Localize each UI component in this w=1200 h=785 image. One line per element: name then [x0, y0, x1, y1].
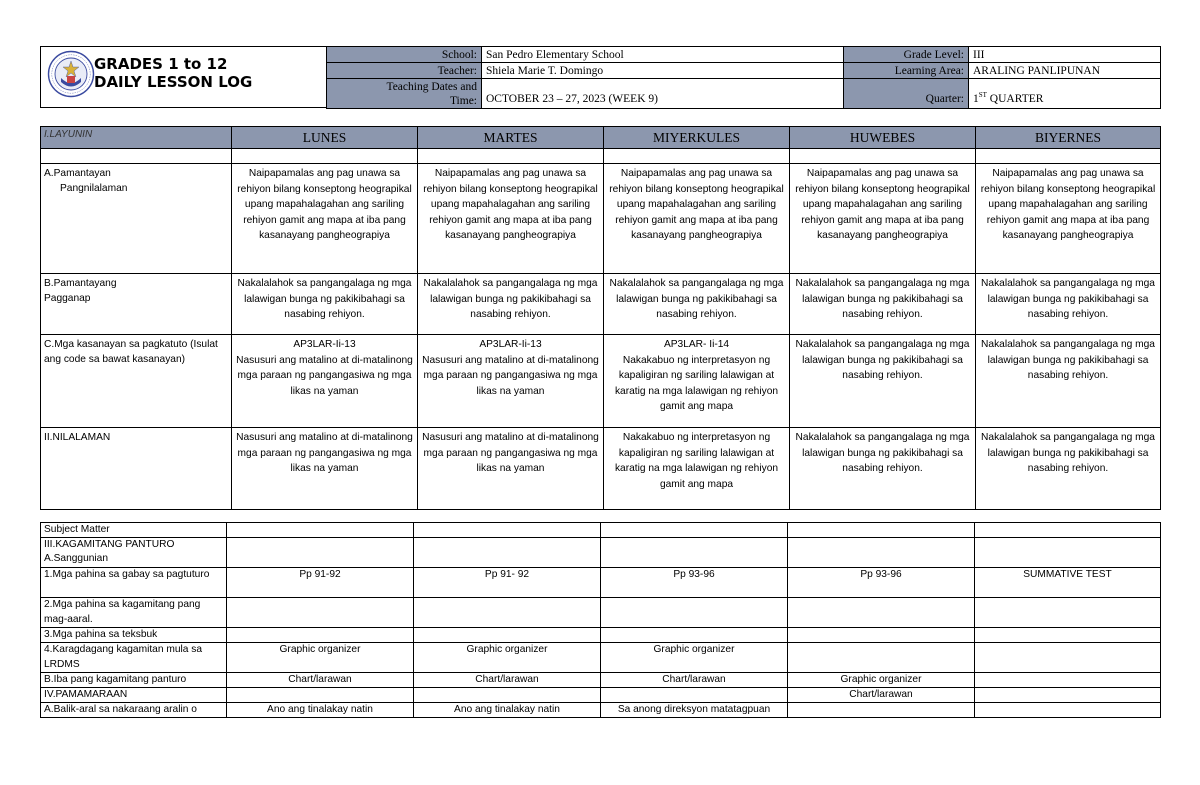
header-info-table — [326, 46, 1161, 109]
table-cell: Naipapamalas ang pag unawa sa rehiyon bilang konseptong heograpikal upang mapahalagahan ang sariling rehiyon gamit ang mapa at iba pang kasanayang pangheograpiya — [232, 164, 418, 274]
day-header-huwebes: HUWEBES — [790, 127, 976, 149]
table-cell: Chart/larawan — [601, 673, 788, 688]
table-cell — [232, 335, 418, 428]
table-cell — [790, 335, 976, 428]
row-label-line2: Pangnilalaman — [60, 183, 128, 194]
table-cell — [227, 688, 414, 703]
row-label-nilalaman: II.NILALAMAN — [41, 428, 232, 510]
row-label-pamantayang-pangnilalaman — [41, 164, 232, 274]
table-cell — [414, 523, 601, 538]
row-label-iba-pang-kagamitan: B.Iba pang kagamitang panturo — [41, 673, 227, 688]
blank-cell — [604, 149, 790, 164]
table-cell: Nakalalahok sa pangangalaga ng mga lalawigan bunga ng pakikibahagi sa nasabing rehiyon. — [232, 274, 418, 335]
row-label-gabay-sa-pagtuturo: 1.Mga pahina sa gabay sa pagtuturo — [41, 568, 227, 598]
competency-text: Nakakabuo ng interpretasyon ng kapaligiran ng sariling lalawigan at karatig na mga lalawigan ng rehiyon gamit ang mapa — [614, 354, 779, 412]
table-cell — [975, 523, 1161, 538]
quarter-label: Quarter: — [844, 79, 969, 109]
table-cell: Graphic organizer — [601, 643, 788, 673]
objectives-header: I.LAYUNIN — [41, 127, 232, 149]
table-cell — [975, 703, 1161, 718]
table-cell — [601, 523, 788, 538]
teaching-dates-value: OCTOBER 23 – 27, 2023 (WEEK 9) — [482, 79, 844, 109]
competency-text: Nasusuri ang matalino at di-matalinong mga paraan ng pangangasiwa ng mga likas na yaman — [422, 354, 599, 397]
row-label-subject-matter: Subject Matter — [41, 523, 227, 538]
table-cell — [975, 538, 1161, 568]
table-cell — [414, 598, 601, 628]
table-cell: Graphic organizer — [227, 643, 414, 673]
table-cell — [975, 628, 1161, 643]
table-cell — [601, 598, 788, 628]
blank-cell — [418, 149, 604, 164]
table-cell — [976, 335, 1161, 428]
row-label-line2: Pagganap — [44, 293, 91, 304]
teacher-value: Shiela Marie T. Domingo — [482, 63, 844, 79]
table-cell: Nakalalahok sa pangangalaga ng mga lalawigan bunga ng pakikibahagi sa nasabing rehiyon. — [790, 428, 976, 510]
table-cell: Nakalalahok sa pangangalaga ng mga lalawigan bunga ng pakikibahagi sa nasabing rehiyon. — [976, 274, 1161, 335]
row-label-line2: A.Sanggunian — [44, 553, 109, 564]
row-label-kagamitang-panturo — [41, 538, 227, 568]
school-value: San Pedro Elementary School — [482, 47, 844, 63]
grade-level-value: III — [969, 47, 1161, 63]
table-cell — [788, 598, 975, 628]
table-cell — [601, 538, 788, 568]
table-cell: Pp 91-92 — [227, 568, 414, 598]
table-cell: Naipapamalas ang pag unawa sa rehiyon bilang konseptong heograpikal upang mapahalagahan ang sariling rehiyon gamit ang mapa at iba pang kasanayang pangheograpiya — [604, 164, 790, 274]
competency-code: AP3LAR- Ii-14 — [663, 339, 730, 350]
table-cell: Pp 93-96 — [601, 568, 788, 598]
table-cell — [601, 688, 788, 703]
quarter-suffix: ST — [978, 91, 987, 100]
table-cell — [975, 673, 1161, 688]
table-cell — [227, 523, 414, 538]
row-label-line1: B.Pamantayang — [44, 278, 117, 289]
table-cell — [788, 703, 975, 718]
competency-code: AP3LAR-Ii-13 — [293, 339, 356, 350]
day-header-miyerkules: MIYERKULES — [604, 127, 790, 149]
deped-seal-logo — [47, 50, 95, 98]
grade-level-label: Grade Level: — [844, 47, 969, 63]
table-cell — [975, 643, 1161, 673]
day-header-biyernes: BIYERNES — [976, 127, 1161, 149]
school-label: School: — [327, 47, 482, 63]
table-cell: Naipapamalas ang pag unawa sa rehiyon bilang konseptong heograpikal upang mapahalagahan ang sariling rehiyon gamit ang mapa at iba pang kasanayang pangheograpiya — [790, 164, 976, 274]
blank-cell — [790, 149, 976, 164]
objectives-table — [40, 126, 1161, 510]
table-cell — [788, 538, 975, 568]
table-cell: Ano ang tinalakay natin — [414, 703, 601, 718]
teacher-label: Teacher: — [327, 63, 482, 79]
table-cell: Sa anong direksyon matatagpuan — [601, 703, 788, 718]
competency-text: Nakalalahok sa pangangalaga ng mga lalawigan bunga ng pakikibahagi sa nasabing rehiyon. — [795, 339, 970, 381]
row-label-mga-kasanayan: C.Mga kasanayan sa pagkatuto (Isulat ang code sa bawat kasanayan) — [41, 335, 232, 428]
table-cell: Nakakabuo ng interpretasyon ng kapaligiran ng sariling lalawigan at karatig na mga lalawigan ng rehiyon gamit ang mapa — [604, 428, 790, 510]
blank-cell — [41, 149, 232, 164]
table-cell — [414, 688, 601, 703]
table-cell: Ano ang tinalakay natin — [227, 703, 414, 718]
quarter-value — [969, 79, 1161, 109]
row-label-kagamitang-pang-mag-aaral: 2.Mga pahina sa kagamitang pang mag-aaral. — [41, 598, 227, 628]
day-header-martes: MARTES — [418, 127, 604, 149]
table-cell: Pp 91- 92 — [414, 568, 601, 598]
table-cell: Chart/larawan — [414, 673, 601, 688]
row-label-balik-aral: A.Balik-aral sa nakaraang aralin o — [41, 703, 227, 718]
table-cell: Nakalalahok sa pangangalaga ng mga lalawigan bunga ng pakikibahagi sa nasabing rehiyon. — [976, 428, 1161, 510]
resources-table — [40, 522, 1161, 718]
day-header-lunes: LUNES — [232, 127, 418, 149]
table-cell — [788, 643, 975, 673]
table-cell — [788, 628, 975, 643]
table-cell — [975, 598, 1161, 628]
quarter-word: QUARTER — [989, 93, 1044, 105]
table-cell — [227, 538, 414, 568]
table-cell: Nakalalahok sa pangangalaga ng mga lalawigan bunga ng pakikibahagi sa nasabing rehiyon. — [418, 274, 604, 335]
blank-cell — [232, 149, 418, 164]
table-cell — [227, 628, 414, 643]
table-cell — [414, 628, 601, 643]
competency-code: AP3LAR-Ii-13 — [479, 339, 542, 350]
table-cell — [601, 628, 788, 643]
quarter-number: 1 — [973, 93, 979, 105]
document-title-line2: DAILY LESSON LOG — [94, 73, 253, 91]
table-cell — [975, 688, 1161, 703]
table-cell — [418, 335, 604, 428]
table-cell: SUMMATIVE TEST — [975, 568, 1161, 598]
table-cell — [414, 538, 601, 568]
table-cell: Nasusuri ang matalino at di-matalinong mga paraan ng pangangasiwa ng mga likas na yaman — [418, 428, 604, 510]
table-cell — [227, 598, 414, 628]
learning-area-value: ARALING PANLIPUNAN — [969, 63, 1161, 79]
table-cell: Nasusuri ang matalino at di-matalinong mga paraan ng pangangasiwa ng mga likas na yaman — [232, 428, 418, 510]
competency-text: Nasusuri ang matalino at di-matalinong mga paraan ng pangangasiwa ng mga likas na yaman — [236, 354, 413, 397]
table-cell: Chart/larawan — [227, 673, 414, 688]
table-cell — [604, 335, 790, 428]
table-cell: Naipapamalas ang pag unawa sa rehiyon bilang konseptong heograpikal upang mapahalagahan ang sariling rehiyon gamit ang mapa at iba pang kasanayang pangheograpiya — [418, 164, 604, 274]
table-cell: Chart/larawan — [788, 688, 975, 703]
table-cell: Pp 93-96 — [788, 568, 975, 598]
row-label-line1: A.Pamantayan — [44, 168, 111, 179]
row-label-pamamaraan: IV.PAMAMARAAN — [41, 688, 227, 703]
learning-area-label: Learning Area: — [844, 63, 969, 79]
row-label-pamantayang-pagganap — [41, 274, 232, 335]
table-cell: Nakalalahok sa pangangalaga ng mga lalawigan bunga ng pakikibahagi sa nasabing rehiyon. — [604, 274, 790, 335]
row-label-teksbuk: 3.Mga pahina sa teksbuk — [41, 628, 227, 643]
row-label-line1: III.KAGAMITANG PANTURO — [44, 539, 175, 550]
table-cell — [788, 523, 975, 538]
table-cell: Naipapamalas ang pag unawa sa rehiyon bilang konseptong heograpikal upang mapahalagahan ang sariling rehiyon gamit ang mapa at iba pang kasanayang pangheograpiya — [976, 164, 1161, 274]
row-label-lrdms: 4.Karagdagang kagamitan mula sa LRDMS — [41, 643, 227, 673]
competency-text: Nakalalahok sa pangangalaga ng mga lalawigan bunga ng pakikibahagi sa nasabing rehiyon. — [981, 339, 1155, 381]
document-title-line1: GRADES 1 to 12 — [94, 55, 228, 73]
table-cell: Graphic organizer — [414, 643, 601, 673]
teaching-dates-label-line1: Teaching Dates and — [386, 80, 477, 93]
table-cell: Graphic organizer — [788, 673, 975, 688]
blank-cell — [976, 149, 1161, 164]
teaching-dates-label-line2: Time: — [449, 94, 477, 107]
table-cell: Nakalalahok sa pangangalaga ng mga lalawigan bunga ng pakikibahagi sa nasabing rehiyon. — [790, 274, 976, 335]
teaching-dates-label — [327, 79, 482, 109]
